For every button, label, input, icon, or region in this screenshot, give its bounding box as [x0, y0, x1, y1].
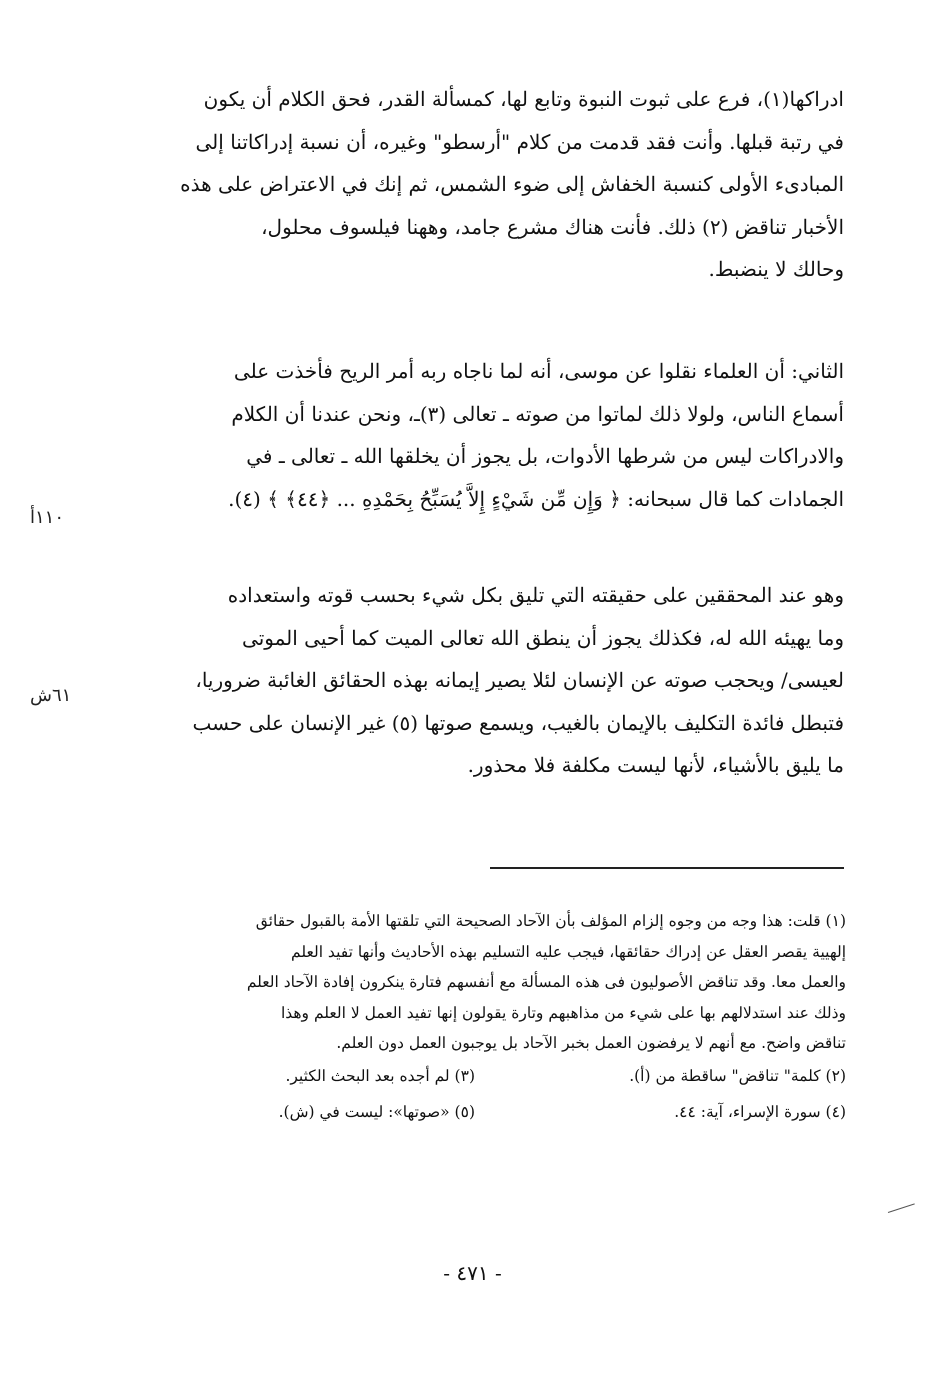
text-line: وما يهيئه الله له، فكذلك يجوز أن ينطق الله تعالى الميت كما أحيى الموتى: [242, 625, 844, 650]
text-line: فتبطل فائدة التكليف بالإيمان بالغيب، ويسمع صوتها (٥) غير الإنسان على حسب: [192, 710, 844, 735]
text-line: والادراكات ليس من شرطها الأدوات، بل يجوز أن يخلقها الله ـ تعالى ـ في: [246, 444, 844, 468]
quran-verse-line: الجمادات كما قال سبحانه: ﴿ وَإِن مِّن شَيْءٍ إِلاَّ يُسَبِّحُ بِحَمْدِهِ ... ﴿٤٤﴾ ﴾ (٤).: [228, 486, 844, 511]
text-line: المبادىء الأولى كنسبة الخفاش إلى ضوء الشمس، ثم إنك في الاعتراض على هذه: [180, 172, 844, 196]
footnote-row: [104, 1059, 846, 1095]
text-line: الثاني: أن العلماء نقلوا عن موسى، أنه لما ناجاه ربه أمر الريح فأخذت على: [233, 359, 844, 383]
margin-note-folio: ١١٠أ: [30, 507, 65, 528]
footnotes: [104, 906, 846, 1131]
footnote-2: (٢) كلمة" تناقض" ساقطة من (أ).: [629, 1067, 846, 1086]
text-line: لعيسى/ ويحجب صوته عن الإنسان لئلا يصير إيمانه بهذه الحقائق الغائبة ضروريا،: [195, 668, 844, 692]
text-line: وحالك لا ينضبط.: [708, 257, 844, 281]
paragraph-1: [104, 78, 844, 291]
footnote-line: (١) قلت: هذا وجه من وجوه إلزام المؤلف بأن الآحاد الصحيحة التي تلقتها الأمة بالقبول حقائق: [255, 912, 846, 930]
page-number: - ٤٧١ -: [443, 1261, 502, 1285]
footnote-line: إلهيية يقصر العقل عن إدراك حقائقها، فيجب عليه التسليم بهذه الأحاديث وأنها تفيد العلم: [291, 942, 846, 961]
footnote-line: تناقض واضح. مع أنهم لا يرفضون العمل بخبر الآحاد بل يوجبون العمل دون العلم.: [336, 1034, 846, 1052]
text-line: ما يليق بالأشياء، لأنها ليست مكلفة فلا محذور.: [467, 753, 844, 777]
text-line: ادراكها(١)، فرع على ثبوت النبوة وتابع لها، كمسألة القدر، فحق الكلام أن يكون: [203, 87, 844, 111]
footnote-line: والعمل معا. وقد تناقض الأصوليون فى هذه المسألة مع أنفسهم فتارة ينكرون إفادة الآحاد العلم: [246, 973, 846, 991]
scan-mark: [888, 1203, 915, 1213]
footnote-4: (٤) سورة الإسراء، آية: ٤٤.: [674, 1103, 846, 1122]
text-line: في رتبة قبلها. وأنت فقد قدمت من كلام "أرسطو" وغيره، أن نسبة إدراكاتنا إلى: [195, 129, 844, 154]
footnote-separator: [490, 867, 844, 869]
footnote-1: [104, 906, 846, 1059]
text-line: أسماع الناس، ولولا ذلك لماتوا من صوته ـ تعالى (٣)ـ، ونحن عندنا أن الكلام: [231, 401, 844, 426]
footnote-5: (٥) «صوتها»: ليست في (ش).: [278, 1103, 475, 1122]
margin-note-folio: ٦١ش: [30, 685, 72, 706]
footnote-3: (٣) لم أجده بعد البحث الكثير.: [285, 1067, 475, 1086]
footnote-line: وذلك عند استدلالهم بها على شيء من مذاهبهم وتارة يقولون إنها تفيد العمل لا العلم وهذا: [280, 1003, 846, 1022]
text-line: وهو عند المحققين على حقيقته التي تليق بكل شيء بحسب قوته واستعداده: [227, 583, 844, 607]
paragraph-2: [104, 350, 844, 520]
footnote-row: [104, 1095, 846, 1131]
text-line: الأخبار تناقض (٢) ذلك. فأنت هناك مشرع جامد، وههنا فيلسوف محلول،: [261, 214, 844, 239]
paragraph-3: [104, 574, 844, 787]
